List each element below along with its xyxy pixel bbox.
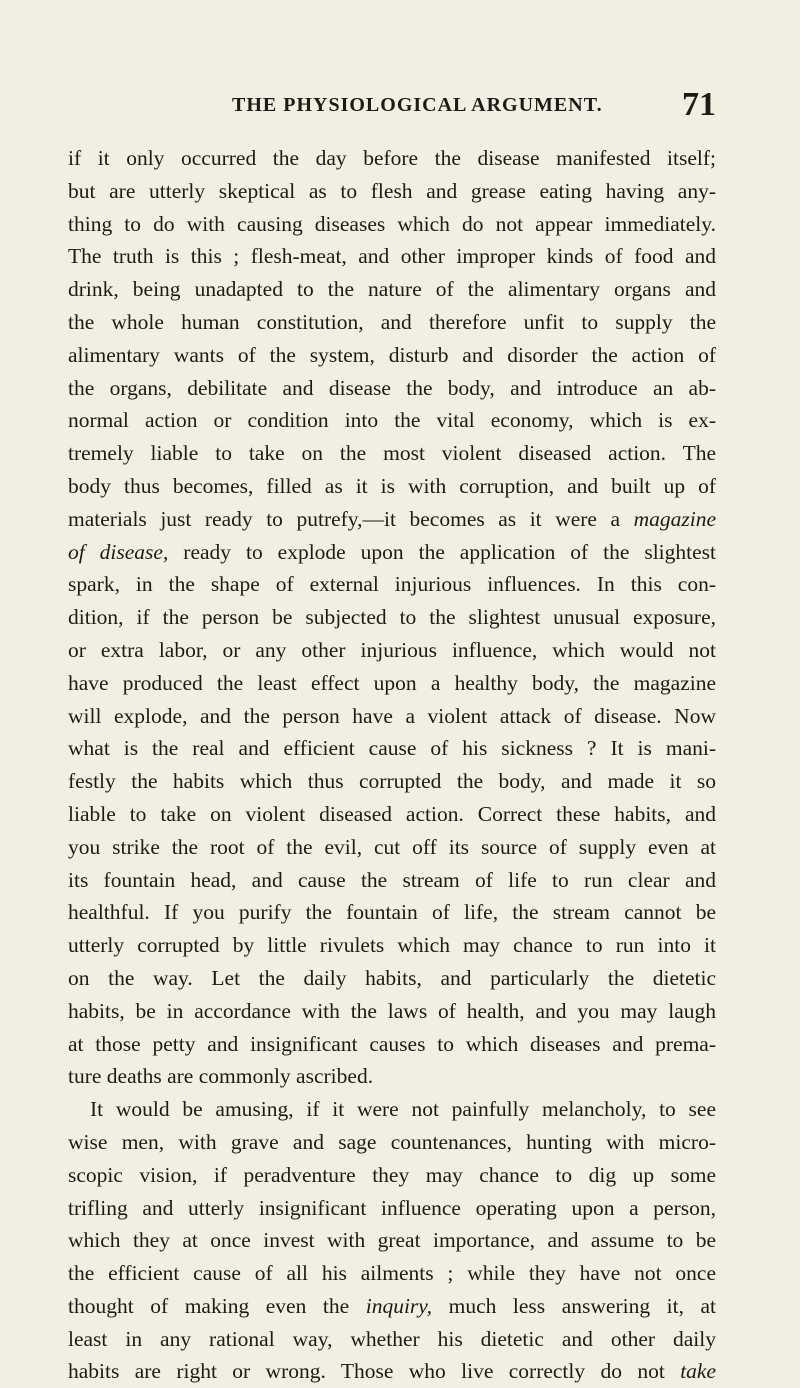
text-line: liable to take on violent diseased action. Correct these habits, and <box>68 801 716 826</box>
text-line: which they at once invest with great importance, and assume to be <box>68 1228 716 1253</box>
text-line: body thus becomes, filled as it is with corruption, and built up of <box>68 473 716 498</box>
text-line: but are utterly skeptical as to flesh and grease eating having any- <box>68 178 716 203</box>
text-line: thing to do with causing diseases which do not appear immediately. <box>68 211 716 236</box>
text-line: its fountain head, and cause the stream of life to run clear and <box>68 867 716 892</box>
text-line: you strike the root of the evil, cut off its source of supply even at <box>68 834 716 859</box>
running-header <box>68 86 716 126</box>
text-segment: materials just ready to putrefy,—it becomes as it were a <box>68 506 621 531</box>
text-line: or extra labor, or any other injurious influence, which would not <box>68 637 716 662</box>
text-line: at those petty and insignificant causes to which diseases and prema- <box>68 1031 716 1056</box>
text-line <box>68 1355 716 1388</box>
text-line: habits, be in accordance with the laws of health, and you may laugh <box>68 998 716 1023</box>
text-line: The truth is this ; flesh-meat, and other improper kinds of food and <box>68 244 716 269</box>
text-line: healthful. If you purify the fountain of life, the stream cannot be <box>68 900 716 925</box>
text-line: scopic vision, if peradventure they may chance to dig up some <box>68 1162 716 1187</box>
text-line <box>68 1290 716 1323</box>
text-line <box>68 536 716 569</box>
text-line: the whole human constitution, and therefore unfit to supply the <box>68 309 716 334</box>
page-number: 71 <box>682 86 716 123</box>
text-line: on the way. Let the daily habits, and particularly the dietetic <box>68 965 716 990</box>
text-line: alimentary wants of the system, disturb and disorder the action of <box>68 342 716 367</box>
text-line: dition, if the person be subjected to the slightest unusual exposure, <box>68 605 716 630</box>
text-segment: ready to explode upon the application of the slightest <box>183 539 716 564</box>
italic-phrase: inquiry, <box>365 1293 433 1318</box>
text-line: trifling and utterly insignificant influence operating upon a person, <box>68 1195 716 1220</box>
text-segment: much less answering it, at <box>448 1293 717 1318</box>
text-segment: habits are right or wrong. Those who live correctly do not <box>68 1359 665 1384</box>
text-line: the organs, debilitate and disease the body, and introduce an ab- <box>68 375 716 400</box>
text-line: will explode, and the person have a violent attack of disease. Now <box>68 703 716 728</box>
text-line: utterly corrupted by little rivulets which may chance to run into it <box>68 933 716 958</box>
text-line: drink, being unadapted to the nature of the alimentary organs and <box>68 277 716 302</box>
italic-phrase: of disease, <box>68 539 169 564</box>
text-line: festly the habits which thus corrupted the body, and made it so <box>68 769 716 794</box>
text-line <box>68 503 716 536</box>
text-line: if it only occurred the day before the disease manifested itself; <box>68 146 716 170</box>
text-line: normal action or condition into the vital economy, which is ex- <box>68 408 716 433</box>
text-segment: thought of making even the <box>68 1293 350 1318</box>
italic-phrase: magazine <box>633 506 717 531</box>
text-line: tremely liable to take on the most violent diseased action. The <box>68 441 716 466</box>
text-line: ture deaths are commonly ascribed. <box>68 1064 374 1089</box>
running-head-title: THE PHYSIOLOGICAL ARGUMENT. <box>232 94 603 116</box>
text-line: It would be amusing, if it were not painfully melancholy, to see <box>90 1097 716 1122</box>
text-line: least in any rational way, whether his dietetic and other daily <box>68 1326 716 1351</box>
italic-phrase: take <box>680 1359 717 1384</box>
text-line: the efficient cause of all his ailments ; while they have not once <box>68 1261 716 1286</box>
text-line: wise men, with grave and sage countenances, hunting with micro- <box>68 1129 716 1154</box>
text-line: what is the real and efficient cause of his sickness ? It is mani- <box>68 736 716 761</box>
text-line: spark, in the shape of external injurious influences. In this con- <box>68 572 716 597</box>
text-line: have produced the least effect upon a healthy body, the magazine <box>68 670 716 695</box>
body-text <box>68 142 716 1388</box>
